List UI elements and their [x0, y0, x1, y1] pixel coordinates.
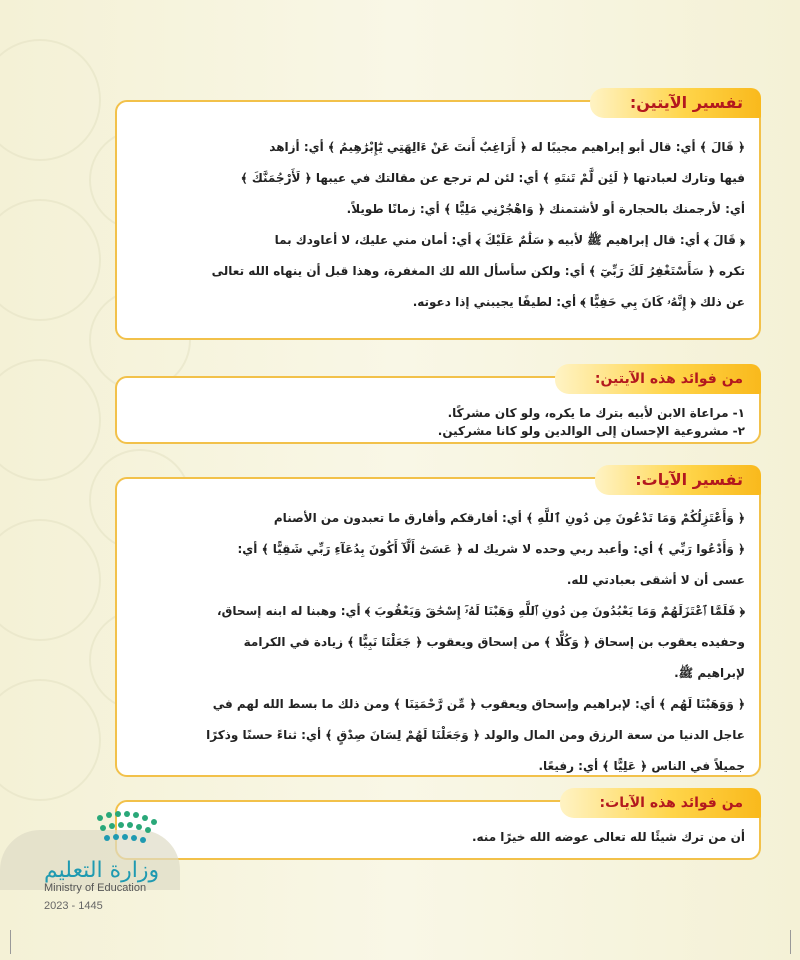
ministry-logo-dots: [95, 810, 165, 850]
text-line: عن ذلك ﴿ إِنَّهُۥ كَانَ بِي حَفِيًّا ﴾ أي: لطيفًا يجيبني إذا دعوته.: [412, 295, 745, 309]
text-line: عاجل الدنيا من سعة الرزق ومن المال والولد ﴿ وَجَعَلْنَا لَهُمْ لِسَانَ صِدْقٍ ﴾ أي: ثناءً حسنًا وذكرًا: [206, 728, 745, 742]
section-tafsir-two-verses: [115, 93, 761, 340]
crop-mark: [790, 930, 791, 954]
section-body: [131, 828, 745, 846]
section-benefits-verses: [115, 795, 761, 860]
text-line: فيها وتارك لعبادتها ﴿ لَئِن لَّمْ تَنتَهِ ﴾ أي: لئن لم ترجع عن مقالتك في عيبها ﴿ لَأَرْجُمَنَّكَ ﴾: [240, 171, 745, 185]
text-line: ﴿ وَأَعْتَزِلُكُمْ وَمَا تَدْعُونَ مِن دُونِ ٱللَّهِ ﴾ أي: أفارقكم وأفارق ما تعبدون من الأصنام: [273, 511, 745, 525]
text-line: ﴿ قَالَ ﴾ أي: قال إبراهيم ﷺ لأبيه ﴿ سَلَٰمٌ عَلَيْكَ ﴾ أي: أمان مني عليك، لا أعاودك بما: [274, 233, 745, 247]
section-title: تفسير الآيات:: [595, 465, 761, 495]
section-tafsir-verses: [115, 470, 761, 777]
section-benefits-two-verses: [115, 371, 761, 444]
section-body: [131, 132, 745, 318]
crop-mark: [10, 930, 11, 954]
section-title: تفسير الآيتين:: [590, 88, 761, 118]
text-line: ﴿ قَالَ ﴾ أي: قال أبو إبراهيم مجيبًا له ﴿ أَرَاغِبٌ أَنتَ عَنْ ءَالِهَتِي يَٰٓإِبْرَٰهِيمُ ﴾ أي: أزاهد: [269, 140, 745, 154]
text-line: وحفيده يعقوب بن إسحاق ﴿ وَكُلًّا ﴾ من إسحاق ويعقوب ﴿ جَعَلْنَا نَبِيًّا ﴾ زيادة في الكرامة: [243, 635, 745, 649]
ministry-name-english: Ministry of Education: [44, 882, 147, 894]
section-body: [131, 503, 745, 782]
section-body: [131, 404, 745, 440]
text-line: ١- مراعاة الابن لأبيه بترك ما يكره، ولو كان مشركًا.: [447, 406, 745, 420]
text-line: ٢- مشروعية الإحسان إلى الوالدين ولو كانا مشركين.: [437, 424, 745, 438]
text-line: أي: لأرجمنك بالحجارة أو لأشتمنك ﴿ وَاهْجُرْنِي مَلِيًّا ﴾ أي: زمانًا طويلاً.: [346, 202, 745, 216]
text-line: لإبراهيم ﷺ.: [674, 666, 745, 680]
text-line: جميلاً في الناس ﴿ عَلِيًّا ﴾ أي: رفيعًا.: [538, 759, 745, 773]
text-line: ﴿ وَوَهَبْنَا لَهُم ﴾ أي: لإبراهيم وإسحاق ويعقوب ﴿ مِّن رَّحْمَتِنَا ﴾ ومن ذلك ما بسط الله لهم في: [212, 697, 745, 711]
ministry-name-arabic: وزارة التعليم: [44, 858, 160, 883]
text-line: ﴿ فَلَمَّا ٱعْتَزَلَهُمْ وَمَا يَعْبُدُونَ مِن دُونِ ٱللَّهِ وَهَبْنَا لَهُۥٓ إِسْحَٰقَ وَيَعْقُوبَ ﴾ أي: وهبنا له ابنه إسحاق،: [217, 604, 745, 618]
section-title: من فوائد هذه الآيتين:: [555, 364, 761, 394]
text-line: تكره ﴿ سَأَسْتَغْفِرُ لَكَ رَبِّيٓ ﴾ أي: ولكن سأسأل الله لك المغفرة، وهذا قبل أن ينهاه الله تعالى: [211, 264, 745, 278]
text-line: ﴿ وَأَدْعُوا رَبِّي ﴾ أي: وأعبد ربي وحده لا شريك له ﴿ عَسَىٰٓ أَلَّآ أَكُونَ بِدُعَآءِ رَبِّي شَقِيًّا ﴾ أي:: [237, 542, 745, 556]
text-line: عسى أن لا أشقى بعبادتي لله.: [566, 573, 745, 587]
section-title: من فوائد هذه الآيات:: [560, 788, 761, 818]
edition-year: 2023 - 1445: [44, 900, 103, 912]
text-line: أن من ترك شيئًا لله تعالى عوضه الله خيرًا منه.: [471, 830, 745, 844]
